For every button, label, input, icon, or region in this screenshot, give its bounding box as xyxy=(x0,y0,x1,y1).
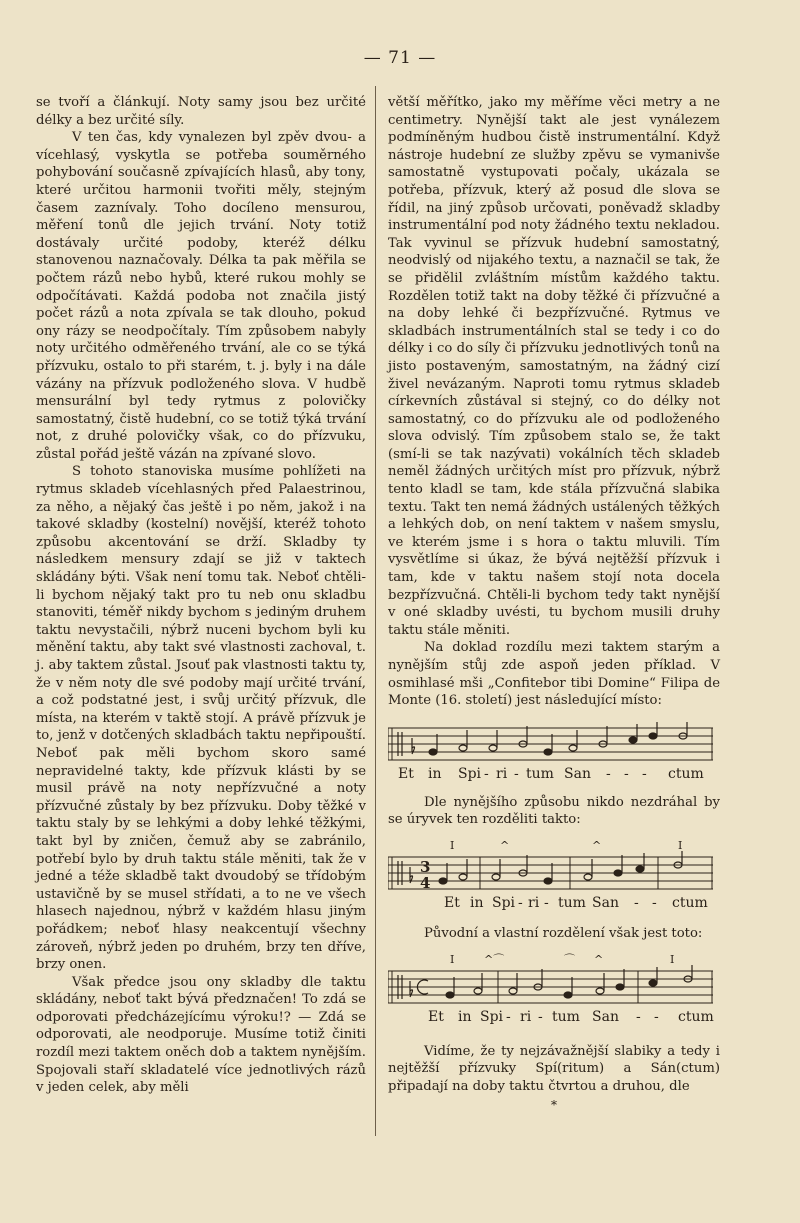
time-sig-top: 3 xyxy=(420,857,431,876)
lyric-syllable: San xyxy=(592,1008,619,1025)
accent-mark: ⌒ xyxy=(564,952,575,966)
paragraph: Vidíme, že ty nejzávažnější slabiky a tedy i nejtěžší přízvuky Spí(ritum) a Sán(ctum) připadají na doby taktu čtvrtou a druhou, dle xyxy=(388,1043,720,1094)
lyric-syllable: Spi xyxy=(458,765,482,782)
paragraph: se tvoří a článkují. Noty samy jsou bez určité délky a bez určité síly. xyxy=(36,95,366,128)
accent-mark: I xyxy=(450,838,455,852)
lyric-syllable: - xyxy=(624,765,629,782)
lyric-syllable: Spi xyxy=(492,894,516,911)
lyric-syllable: - xyxy=(652,894,657,911)
page-number: — 71 — xyxy=(363,48,437,68)
lyric-syllable: ri xyxy=(528,894,540,911)
lyrics-example-2 xyxy=(388,895,720,917)
lyric-syllable: ri xyxy=(496,765,508,782)
lyric-syllable: - xyxy=(606,765,611,782)
lyric-syllable: in xyxy=(458,1008,472,1025)
accent-mark: ^ xyxy=(594,952,604,966)
lyric-syllable: tum xyxy=(552,1008,580,1025)
music-example-3 xyxy=(388,965,720,1009)
paragraph: Však předce jsou ony skladby dle taktu skládány, neboť takt bývá předznačen! To zdá se odporovati předcházejícímu výroku!? — Zdá se odporovati, ale neodporuje. Musíme totiž činiti rozdíl mezi taktem oněch dob a taktem nynějším. Spojovali staří skladatelé více jednotlivých rázů v jeden celek, aby měli xyxy=(36,974,366,1096)
lyric-syllable: Et xyxy=(444,894,460,911)
lyric-syllable: - xyxy=(634,894,639,911)
lyrics-example-1 xyxy=(388,766,720,788)
lyric-syllable: - xyxy=(484,765,489,782)
lyric-syllable: ctum xyxy=(668,765,704,782)
lyric-syllable: tum xyxy=(526,765,554,782)
lyric-syllable: San xyxy=(592,894,619,911)
lyric-syllable: - xyxy=(506,1008,511,1025)
lyric-syllable: - xyxy=(538,1008,543,1025)
lyric-syllable: ctum xyxy=(678,1008,714,1025)
left-column xyxy=(36,94,366,1097)
lyric-syllable: - xyxy=(514,765,519,782)
paragraph: V ten čas, kdy vynalezen byl zpěv dvou- a vícehlasý, vyskytla se potřeba souměrného pohybování současně zpívajících hlasů, aby tony, které určitou harmonii tvořiti měly, stejným časem zaznívaly. Toho docíleno mensurou, měření tonů dle jejich trvání. Noty totiž dostávaly určité podoby, kteréž délku stanovenou naznačovaly. Délka ta pak měřila se počtem rázů nebo hybů, které rukou mohly se odpočítávati. Každá podoba not značila jistý počet rázů a nota zpívala se tak dlouho, pokud ony rázy se neodpočítaly. Tím způsobem nabyly noty určitého odměřeného trvání, ale co se týká přízvuku, ostalo to při starém, t. j. byly i na dále vázány na přízvuk podloženého slova. V hudbě mensurální byl tedy rytmus z polovičky samostatný, čistě hudební, co se totiž týká trvání not, z druhé polovičky však, co do přízvuku, zůstal pořád ještě vázán na zpívané slovo. xyxy=(36,130,366,462)
accent-mark: I xyxy=(450,952,455,966)
lyric-syllable: - xyxy=(654,1008,659,1025)
accent-mark: I xyxy=(678,838,683,852)
lyric-syllable: - xyxy=(518,894,523,911)
staff-1 xyxy=(388,722,720,766)
paragraph: Na doklad rozdílu mezi taktem starým a nynějším stůj zde aspoň jeden příklad. V osmihlasé mši „Confitebor tibi Domine“ Filipa de Monte (16. století) jest následující místo: xyxy=(388,640,720,709)
lyric-syllable: tum xyxy=(558,894,586,911)
music-example-1 xyxy=(388,722,720,766)
music-example-2 xyxy=(388,851,720,895)
accent-mark: ^ xyxy=(500,838,510,852)
accent-mark: ^⌒ xyxy=(484,952,505,966)
lyric-syllable: San xyxy=(564,765,591,782)
accent-mark: I xyxy=(670,952,675,966)
lyrics-example-3 xyxy=(388,1009,720,1031)
paragraph: Dle nynějšího způsobu nikdo nezdráhal by se úryvek ten rozděliti takto: xyxy=(388,794,720,828)
lyric-syllable: - xyxy=(636,1008,641,1025)
lyric-syllable: ctum xyxy=(672,894,708,911)
time-sig-bottom: 4 xyxy=(420,873,431,892)
lyric-syllable: ri xyxy=(520,1008,532,1025)
right-column xyxy=(388,94,720,1115)
lyric-syllable: Spi xyxy=(480,1008,504,1025)
lyric-syllable: - xyxy=(642,765,647,782)
lyric-syllable: in xyxy=(470,894,484,911)
accent-mark: ^ xyxy=(592,838,602,852)
lyric-syllable: in xyxy=(428,765,442,782)
accent-marks-3 xyxy=(388,951,720,965)
paragraph: S tohoto stanoviska musíme pohlížeti na rytmus skladeb vícehlasných před Palaestrinou, za něho, a nějaký čas ještě i po něm, jakož i na takové skladby (kostelní) novější, kteréž tohoto způsobu akcentování se drží. Skladby ty následkem mensury zdají se již v taktech skládány býti. Však není tomu tak. Neboť chtěli-li bychom nějaký takt pro tu neb onu skladbu stanoviti, téměř nikdy bychom s jediným druhem taktu nevystačili, nýbrž nuceni bychom byli ku měnění taktu, aby takt své vlastnosti zachoval, t. j. aby taktem zůstal. Jsouť pak vlastnosti taktu ty, že v něm noty dle své podoby mají určité trvání, a což podstatné jest, i svůj určitý přízvuk, dle místa, na kterém v taktě stojí. A právě přízvuk je to, jenž v dotčených skladbách taktu nepřipouští. Neboť pak měli bychom skoro samé nepravidelné takty, kde přízvuk klásti by se musil právě na noty nepřízvučné a noty přízvučné zůstaly by bez přízvuku. Doby těžké v taktu staly by se lehkými a doby lehké těžkými, takt byl by zničen, čemuž aby se zabránilo, potřebí bylo by druh taktu stále měniti, tak že v jedné a téže skladbě takt dvoudobý se třídobým ustavičně by se musel střídati, a to ne ve všech hlasech najednou, nýbrž v každém hlasu jiným pořádkem; neboť hlasy neakcentují všechny zároveň, nýbrž jeden po druhém, brzy ten dříve, brzy onen. xyxy=(36,464,366,973)
paragraph: větší měřítko, jako my měříme věci metry a ne centimetry. Nynější takt ale jest vynálezem podmíněným hudbou čistě instrumentální. Když nástroje hudební ze služby zpěvu se vymanivše samostatně vystupovati počaly, ukázala se potřeba, přízvuk, který až posud dle slova se řídil, na jiný způsob určovati, poněvadž skladby instrumentální pod noty žádného textu nekladou. Tak vyvinul se přízvuk hudební samostatný, neodvislý od nijakého textu, a naznačil se tak, že se přidělil zvláštním místům každého taktu. Rozdělen totiž takt na doby těžké či přízvučné a na doby lehké či bezpřízvučné. Rytmus ve skladbách instrumentálních stal se tedy i co do délky i co do síly či přízvuku jednotlivých tonů na jisto postaveným, samostatným, na žádný cizí živel nevázaným. Naproti tomu rytmus skladeb církevních zůstával si stejný, co do délky not samostatný, co do přízvuku ale od podloženého slova odvislý. Tím způsobem stalo se, že takt (smí-li se tak nazývati) vokálních těch skladeb neměl žádných určitých míst pro přízvuk, nýbrž tento kladl se tam, kde stála přízvučná slabika textu. Takt ten nemá žádných ustálených těžkých a lehkých dob, on není taktem v našem smyslu, ve kterém jsme i s hora o taktu mluvili. Tím vysvětlíme si úkaz, že bývá nejtěžší přízvuk i tam, kde v taktu našem stojí nota docela bezpřízvučná. Chtěli-li bychom tedy takt nynější v oné skladby uvésti, tu bychom musili druhy taktu stále měniti. xyxy=(388,95,720,638)
footnote-asterisk: * xyxy=(551,1098,557,1113)
staff-2 xyxy=(388,851,720,895)
paragraph: Původní a vlastní rozdělení však jest toto: xyxy=(424,925,703,941)
lyric-syllable: - xyxy=(544,894,549,911)
lyric-syllable: Et xyxy=(398,765,414,782)
column-divider xyxy=(375,86,376,1136)
accent-marks-2 xyxy=(388,837,720,851)
staff-3 xyxy=(388,965,720,1009)
lyric-syllable: Et xyxy=(428,1008,444,1025)
